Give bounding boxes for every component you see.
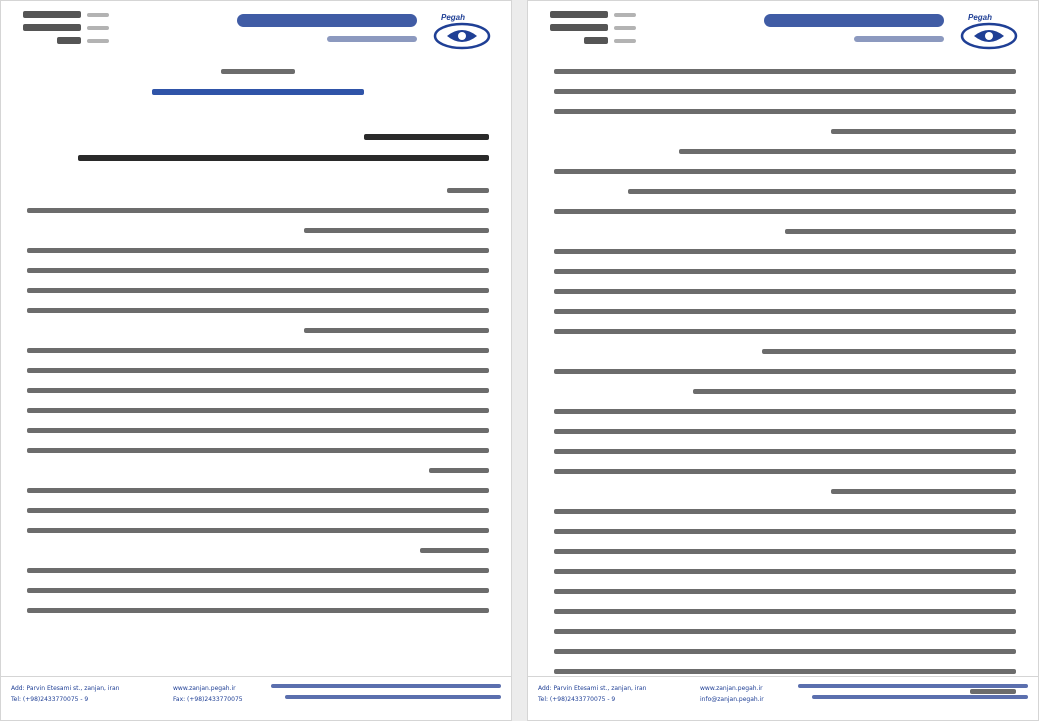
footer-address-rtl (271, 684, 501, 706)
footer-website: www.zanjan.pegah.ir (700, 685, 763, 692)
pegah-logo-icon (427, 10, 497, 50)
company-name-rtl (217, 11, 417, 55)
footer-address-rtl (798, 684, 1028, 706)
letterhead (1, 1, 511, 65)
footer-fax: Fax: (+98)2433770075 (173, 696, 243, 703)
letterhead (528, 1, 1038, 65)
logo-wordmark: Pegah (441, 13, 466, 22)
letter-page-2 (0, 0, 512, 721)
footer-address: Add: Parvin Etesami st., zanjan, iran (538, 685, 647, 692)
letter-footer (1, 676, 511, 720)
letter-page-1 (527, 0, 1039, 721)
letter-footer (528, 676, 1038, 720)
company-name-rtl (744, 11, 944, 55)
footer-tel: Tel: (+98)2433770075 - 9 (11, 696, 89, 703)
pegah-logo-icon (954, 10, 1024, 50)
footer-tel: Tel: (+98)2433770075 - 9 (538, 696, 616, 703)
footer-address: Add: Parvin Etesami st., zanjan, iran (11, 685, 120, 692)
letter-meta (550, 11, 650, 50)
footer-website: www.zanjan.pegah.ir (173, 685, 236, 692)
logo-wordmark: Pegah (968, 13, 993, 22)
letter-meta (23, 11, 123, 50)
footer-email: info@zanjan.pegah.ir (700, 696, 764, 703)
letter-body (27, 69, 489, 659)
letter-body (554, 69, 1016, 659)
